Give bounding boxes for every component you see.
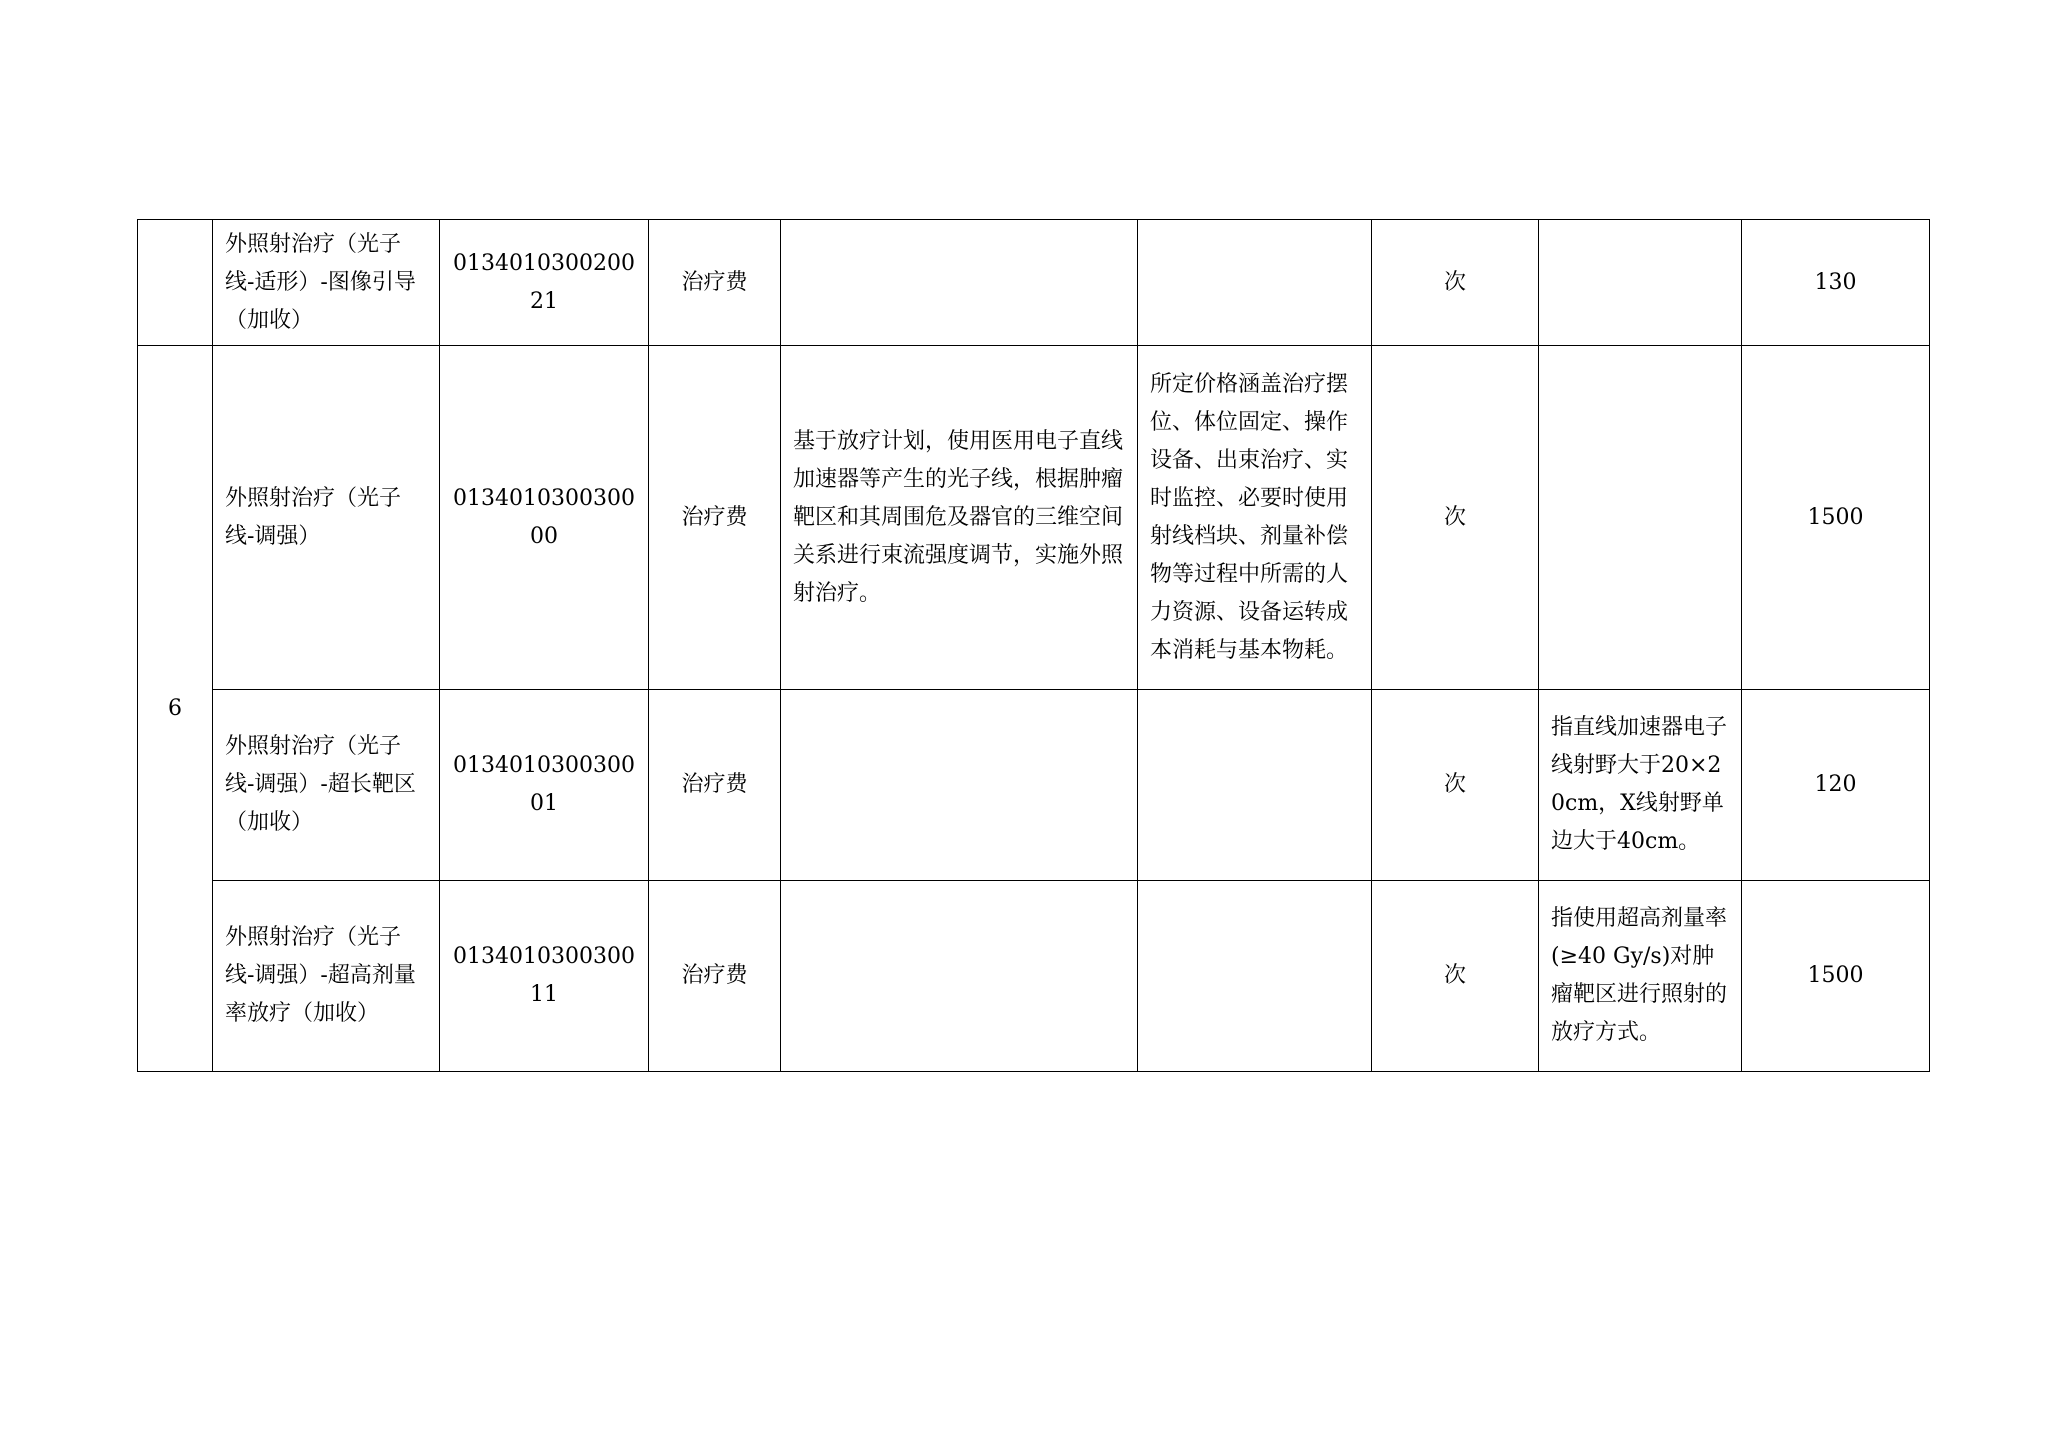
item-price: 120 <box>1742 690 1930 881</box>
item-excluded <box>1138 690 1372 881</box>
item-unit: 次 <box>1372 220 1539 346</box>
item-price: 130 <box>1742 220 1930 346</box>
item-code: 013401030030001 <box>440 690 649 881</box>
item-code: 013401030020021 <box>440 220 649 346</box>
item-code: 013401030030011 <box>440 881 649 1072</box>
table-row <box>138 881 1930 1072</box>
item-category: 治疗费 <box>649 346 781 690</box>
item-price: 1500 <box>1742 346 1930 690</box>
price-table <box>137 219 1930 1072</box>
item-note: 指直线加速器电子线射野大于20×20cm，X线射野单边大于40cm。 <box>1539 690 1742 881</box>
item-category: 治疗费 <box>649 881 781 1072</box>
group-number: 6 <box>138 346 213 1072</box>
table-row <box>138 220 1930 346</box>
item-category: 治疗费 <box>649 690 781 881</box>
item-unit: 次 <box>1372 690 1539 881</box>
item-name: 外照射治疗（光子线-调强） <box>213 346 440 690</box>
item-name: 外照射治疗（光子线-调强）-超长靶区（加收） <box>213 690 440 881</box>
item-code: 013401030030000 <box>440 346 649 690</box>
item-connotation <box>781 881 1138 1072</box>
table-row <box>138 346 1930 690</box>
group-number-cell-empty <box>138 220 213 346</box>
item-excluded <box>1138 881 1372 1072</box>
item-note: 指使用超高剂量率(≥40 Gy/s)对肿瘤靶区进行照射的放疗方式。 <box>1539 881 1742 1072</box>
item-note <box>1539 346 1742 690</box>
item-name: 外照射治疗（光子线-适形）-图像引导（加收） <box>213 220 440 346</box>
item-name: 外照射治疗（光子线-调强）-超高剂量率放疗（加收） <box>213 881 440 1072</box>
item-category: 治疗费 <box>649 220 781 346</box>
item-connotation <box>781 220 1138 346</box>
table-row <box>138 690 1930 881</box>
item-unit: 次 <box>1372 346 1539 690</box>
item-excluded: 所定价格涵盖治疗摆位、体位固定、操作设备、出束治疗、实时监控、必要时使用射线档块、剂量补偿物等过程中所需的人力资源、设备运转成本消耗与基本物耗。 <box>1138 346 1372 690</box>
item-connotation: 基于放疗计划，使用医用电子直线加速器等产生的光子线，根据肿瘤靶区和其周围危及器官的三维空间关系进行束流强度调节，实施外照射治疗。 <box>781 346 1138 690</box>
item-excluded <box>1138 220 1372 346</box>
item-note <box>1539 220 1742 346</box>
item-unit: 次 <box>1372 881 1539 1072</box>
item-connotation <box>781 690 1138 881</box>
item-price: 1500 <box>1742 881 1930 1072</box>
